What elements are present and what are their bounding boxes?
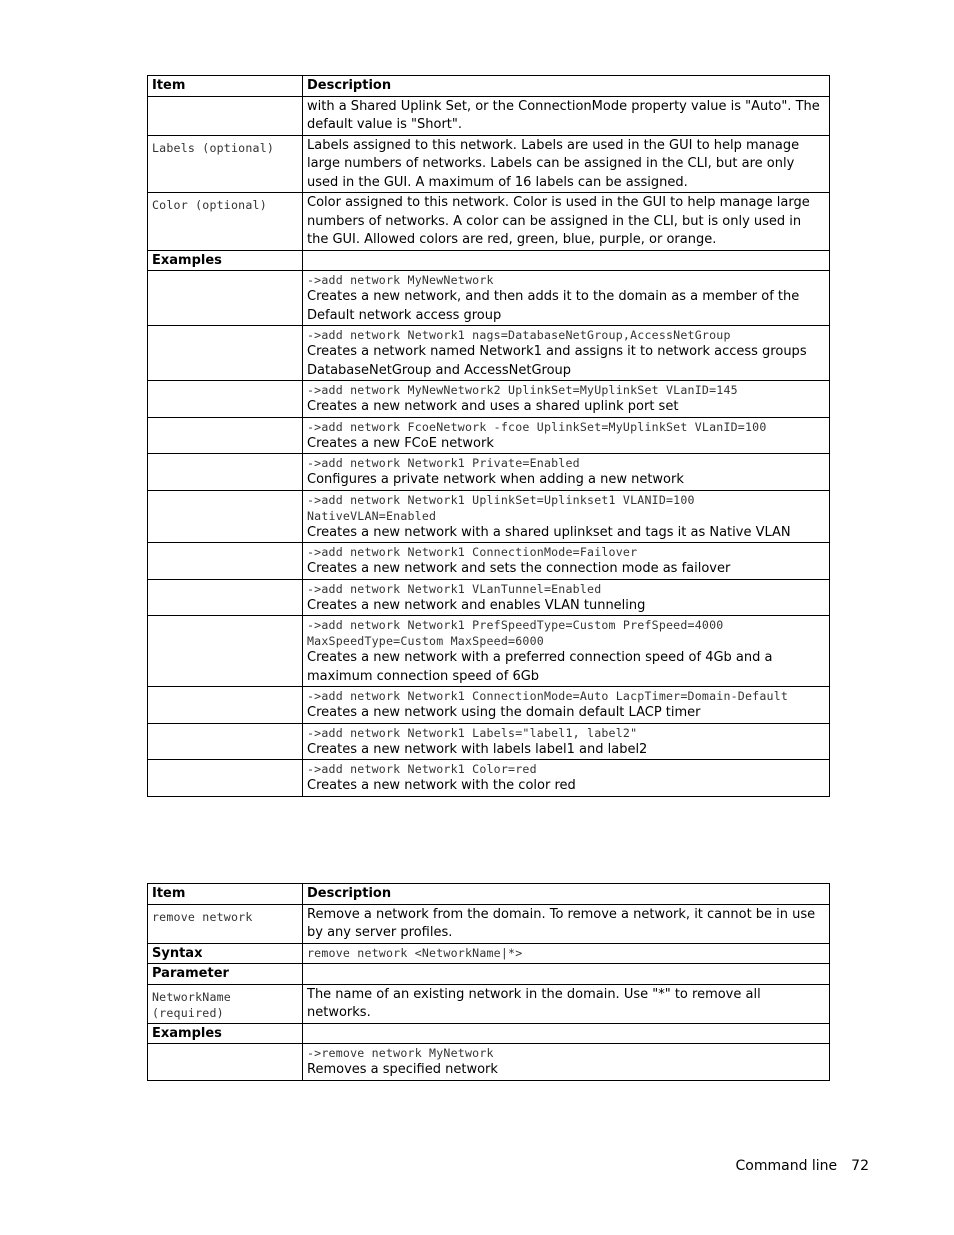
- examples-section-row: [148, 250, 830, 271]
- item-cell: [148, 904, 303, 943]
- example-row: [148, 454, 830, 491]
- description-cell: Labels assigned to this network. Labels are used in the GUI to help manage large numbers of networks. Labels can be assigned in the CLI, but are only used in the GUI. A maximum of 16 labels can be assigned.: [303, 135, 830, 193]
- examples-list: [148, 271, 830, 797]
- item-column-header: Item: [148, 884, 303, 905]
- example-cell: [303, 543, 830, 580]
- example-cell: [303, 723, 830, 760]
- example-command: ->add network MyNewNetwork: [307, 273, 494, 287]
- table-row: [148, 984, 830, 1023]
- example-row: [148, 381, 830, 418]
- examples-section-row: [148, 1023, 830, 1044]
- example-row: [148, 1044, 830, 1081]
- example-description: Creates a network named Network1 and assigns it to network access groups DatabaseNetGroup and AccessNetGroup: [307, 344, 807, 378]
- example-command: ->add network Network1 ConnectionMode=Auto LacpTimer=Domain-Default: [307, 689, 789, 703]
- example-command: ->add network Network1 UplinkSet=Uplinkset1 VLANID=100 NativeVLAN=Enabled: [307, 492, 702, 523]
- item-cell: [148, 984, 303, 1023]
- example-row: [148, 579, 830, 616]
- table-header-row: [148, 76, 830, 97]
- options-table: [147, 75, 830, 797]
- page-footer: [722, 1158, 870, 1174]
- example-cell: [303, 579, 830, 616]
- examples-label: Examples: [148, 1023, 303, 1044]
- parameter-section-row: [148, 964, 830, 985]
- example-row: [148, 543, 830, 580]
- example-description: Configures a private network when adding a new network: [307, 472, 684, 487]
- example-row: [148, 490, 830, 543]
- description-column-header: Description: [303, 76, 830, 97]
- example-command: ->add network Network1 Labels="label1, label2": [307, 725, 638, 740]
- examples-list: [148, 1044, 830, 1081]
- example-cell: [303, 616, 830, 687]
- example-row: [148, 723, 830, 760]
- example-description: Creates a new network and sets the connection mode as failover: [307, 561, 731, 576]
- example-command: ->add network Network1 Private=Enabled: [307, 456, 580, 470]
- example-cell: [303, 1044, 830, 1081]
- item-cell: [148, 135, 303, 193]
- table-header-row: [148, 884, 830, 905]
- command-name: remove network: [152, 909, 253, 924]
- table-row: [148, 96, 830, 135]
- syntax-value: remove network <NetworkName|*>: [307, 945, 523, 960]
- example-row: [148, 616, 830, 687]
- example-command: ->add network Network1 PrefSpeedType=Custom PrefSpeed=4000 MaxSpeedType=Custom MaxSpeed=6000: [307, 618, 731, 648]
- example-command: ->add network Network1 ConnectionMode=Failover: [307, 545, 638, 559]
- example-description: Removes a specified network: [307, 1062, 498, 1077]
- description-cell: Color assigned to this network. Color is used in the GUI to help manage large numbers of networks. A color can be assigned in the CLI, but is only used in the GUI. Allowed colors are red, green, blue, purple, or orange.: [303, 193, 830, 251]
- example-description: Creates a new network, and then adds it to the domain as a member of the Default network access group: [307, 289, 800, 323]
- table-row: [148, 135, 830, 193]
- table-row: [148, 904, 830, 943]
- example-cell: [303, 381, 830, 418]
- example-command: ->add network FcoeNetwork -fcoe UplinkSet=MyUplinkSet VLanID=100: [307, 419, 767, 434]
- example-description: Creates a new network with the color red: [307, 778, 576, 793]
- item-cell: [148, 193, 303, 251]
- item-cell: [148, 96, 303, 135]
- labels-parameter: Labels (optional): [152, 140, 275, 155]
- description-cell: with a Shared Uplink Set, or the ConnectionMode property value is "Auto". The default value is "Short".: [303, 96, 830, 135]
- example-cell: [303, 490, 830, 543]
- example-description: Creates a new FCoE network: [307, 435, 494, 451]
- color-parameter: Color (optional): [152, 198, 267, 212]
- networkname-parameter: NetworkName (required): [152, 989, 231, 1020]
- examples-label: Examples: [148, 250, 303, 271]
- example-cell: [303, 417, 830, 454]
- section-name: Command line: [735, 1158, 838, 1174]
- example-row: [148, 326, 830, 381]
- syntax-row: [148, 943, 830, 964]
- example-cell: [303, 687, 830, 724]
- example-cell: [303, 760, 830, 797]
- example-description: Creates a new network with a shared uplinkset and tags it as Native VLAN: [307, 524, 791, 540]
- example-command: ->remove network MyNetwork: [307, 1046, 494, 1060]
- example-description: Creates a new network with a preferred connection speed of 4Gb and a maximum connection speed of 6Gb: [307, 650, 773, 684]
- remove-network-table: [147, 883, 830, 1081]
- example-command: ->add network Network1 nags=DatabaseNetGroup,AccessNetGroup: [307, 328, 731, 342]
- parameter-label: Parameter: [148, 964, 303, 985]
- example-cell: [303, 454, 830, 491]
- syntax-label: Syntax: [148, 943, 303, 964]
- table-row: [148, 193, 830, 251]
- example-description: Creates a new network with labels label1 and label2: [307, 741, 648, 757]
- page-number: 72: [851, 1158, 869, 1174]
- example-command: ->add network Network1 Color=red: [307, 762, 537, 776]
- example-row: [148, 417, 830, 454]
- description-cell: The name of an existing network in the domain. Use "*" to remove all networks.: [303, 984, 830, 1023]
- example-cell: [303, 271, 830, 326]
- example-row: [148, 271, 830, 326]
- example-command: ->add network MyNewNetwork2 UplinkSet=MyUplinkSet VLanID=145: [307, 383, 738, 397]
- example-description: Creates a new network and uses a shared uplink port set: [307, 399, 679, 414]
- example-description: Creates a new network using the domain default LACP timer: [307, 705, 701, 720]
- example-row: [148, 760, 830, 797]
- description-cell: Remove a network from the domain. To remove a network, it cannot be in use by any server profiles.: [303, 904, 830, 943]
- example-cell: [303, 326, 830, 381]
- example-command: ->add network Network1 VLanTunnel=Enabled: [307, 581, 602, 596]
- description-column-header: Description: [303, 884, 830, 905]
- example-row: [148, 687, 830, 724]
- item-column-header: Item: [148, 76, 303, 97]
- example-description: Creates a new network and enables VLAN tunneling: [307, 597, 646, 613]
